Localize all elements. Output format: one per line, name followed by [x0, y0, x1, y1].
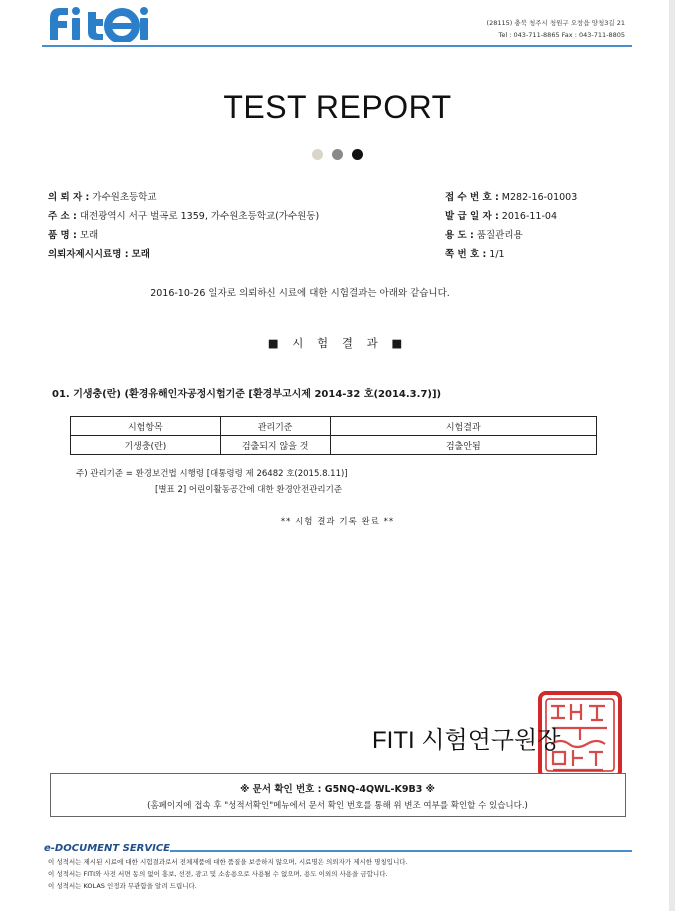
dot-mid	[332, 149, 343, 160]
results-heading: ■ 시 험 결 과 ■	[267, 336, 408, 350]
dot-dark	[352, 149, 363, 160]
issue-label: 발 급 일 자 :	[445, 211, 499, 222]
edocument-service-label: e-DOCUMENT SERVICE	[44, 843, 171, 854]
table-header-row	[71, 417, 597, 436]
table-cell: 검출안됨	[330, 436, 597, 455]
client-value: 가수원초등학교	[92, 192, 157, 203]
info-sample	[48, 249, 150, 261]
title-dots	[310, 149, 370, 161]
item-value: 모래	[79, 230, 99, 241]
receipt-value: M282-16-01003	[501, 192, 578, 203]
page-label: 쪽 번 호 :	[445, 249, 487, 260]
info-issue	[445, 211, 557, 223]
page-edge	[669, 0, 675, 911]
document-confirm-code: ※ 문서 확인 번호 : G5NQ-4QWL-K9B3 ※	[240, 784, 435, 795]
item-label: 품 명 :	[48, 230, 77, 241]
footer-divider	[170, 850, 632, 852]
header-contact: Tel : 043-711-8865 Fax : 043-711-8805	[498, 31, 625, 39]
table-header: 시험항목	[71, 417, 221, 436]
address-value: 대전광역시 서구 벌곡로 1359, 가수원초등학교(가수원동)	[79, 211, 320, 222]
page-value: 1/1	[489, 249, 505, 260]
use-label: 용 도 :	[445, 230, 474, 241]
fiti-logo	[46, 4, 156, 42]
header-divider	[42, 45, 632, 47]
info-use	[445, 230, 523, 242]
report-title: TEST REPORT	[223, 89, 452, 125]
sample-value: 모래	[131, 249, 150, 260]
completion-text: ** 시험 결과 기록 완료 **	[280, 517, 395, 527]
sample-label: 의뢰자제시시료명 :	[48, 249, 129, 260]
signature-title: FITI 시험연구원장	[372, 727, 561, 754]
info-client	[48, 192, 157, 204]
results-table	[70, 416, 597, 455]
intro-text: 2016-10-26 일자로 의뢰하신 시료에 대한 시험결과는 아래와 같습니다.	[150, 288, 450, 299]
header-address: (28115) 충북 청주시 청원구 오창읍 양청3길 21	[486, 19, 625, 27]
info-address	[48, 211, 319, 223]
table-row	[71, 436, 597, 455]
table-header: 시험결과	[330, 417, 597, 436]
info-page	[445, 249, 505, 261]
table-cell: 검출되지 않을 것	[220, 436, 330, 455]
receipt-label: 접 수 번 호 :	[445, 192, 499, 203]
footer-line: 이 성적서는 FITI와 사전 서면 동의 없이 홍보, 선전, 광고 및 소송용으로 사용될 수 없으며, 용도 이외의 사용을 금합니다.	[48, 870, 388, 878]
table-cell: 기생충(란)	[71, 436, 221, 455]
info-receipt	[445, 192, 577, 204]
note-line-2: [별표 2] 어린이활동공간에 대한 환경안전관리기준	[155, 485, 343, 495]
header-address-block	[370, 17, 625, 41]
table-header: 관리기준	[220, 417, 330, 436]
client-label: 의 뢰 자 :	[48, 192, 90, 203]
address-label: 주 소 :	[48, 211, 77, 222]
footer-line: 이 성적서는 제시된 시료에 대한 시험결과로서 전체제품에 대한 품질을 보증하지 않으며, 시료명은 의뢰자가 제시한 명칭입니다.	[48, 858, 408, 866]
info-item	[48, 230, 98, 242]
document-confirm-hint: (홈페이지에 접속 후 "성적서확인"메뉴에서 문서 확인 번호를 통해 위 변조 여부를 확인할 수 있습니다.)	[147, 801, 528, 811]
note-line-1: 주) 관리기준 = 환경보건법 시행령 [대통령령 제 26482 호(2015.8.11)]	[76, 469, 348, 479]
dot-light	[312, 149, 323, 160]
section-title: 01. 기생충(란) (환경유해인자공정시험기준 [환경부고시제 2014-32 호(2014.3.7)])	[52, 389, 442, 400]
footer-line: 이 성적서는 KOLAS 인정과 무관함을 알려 드립니다.	[48, 882, 197, 890]
use-value: 품질관리용	[476, 230, 523, 241]
issue-value: 2016-11-04	[501, 211, 557, 222]
